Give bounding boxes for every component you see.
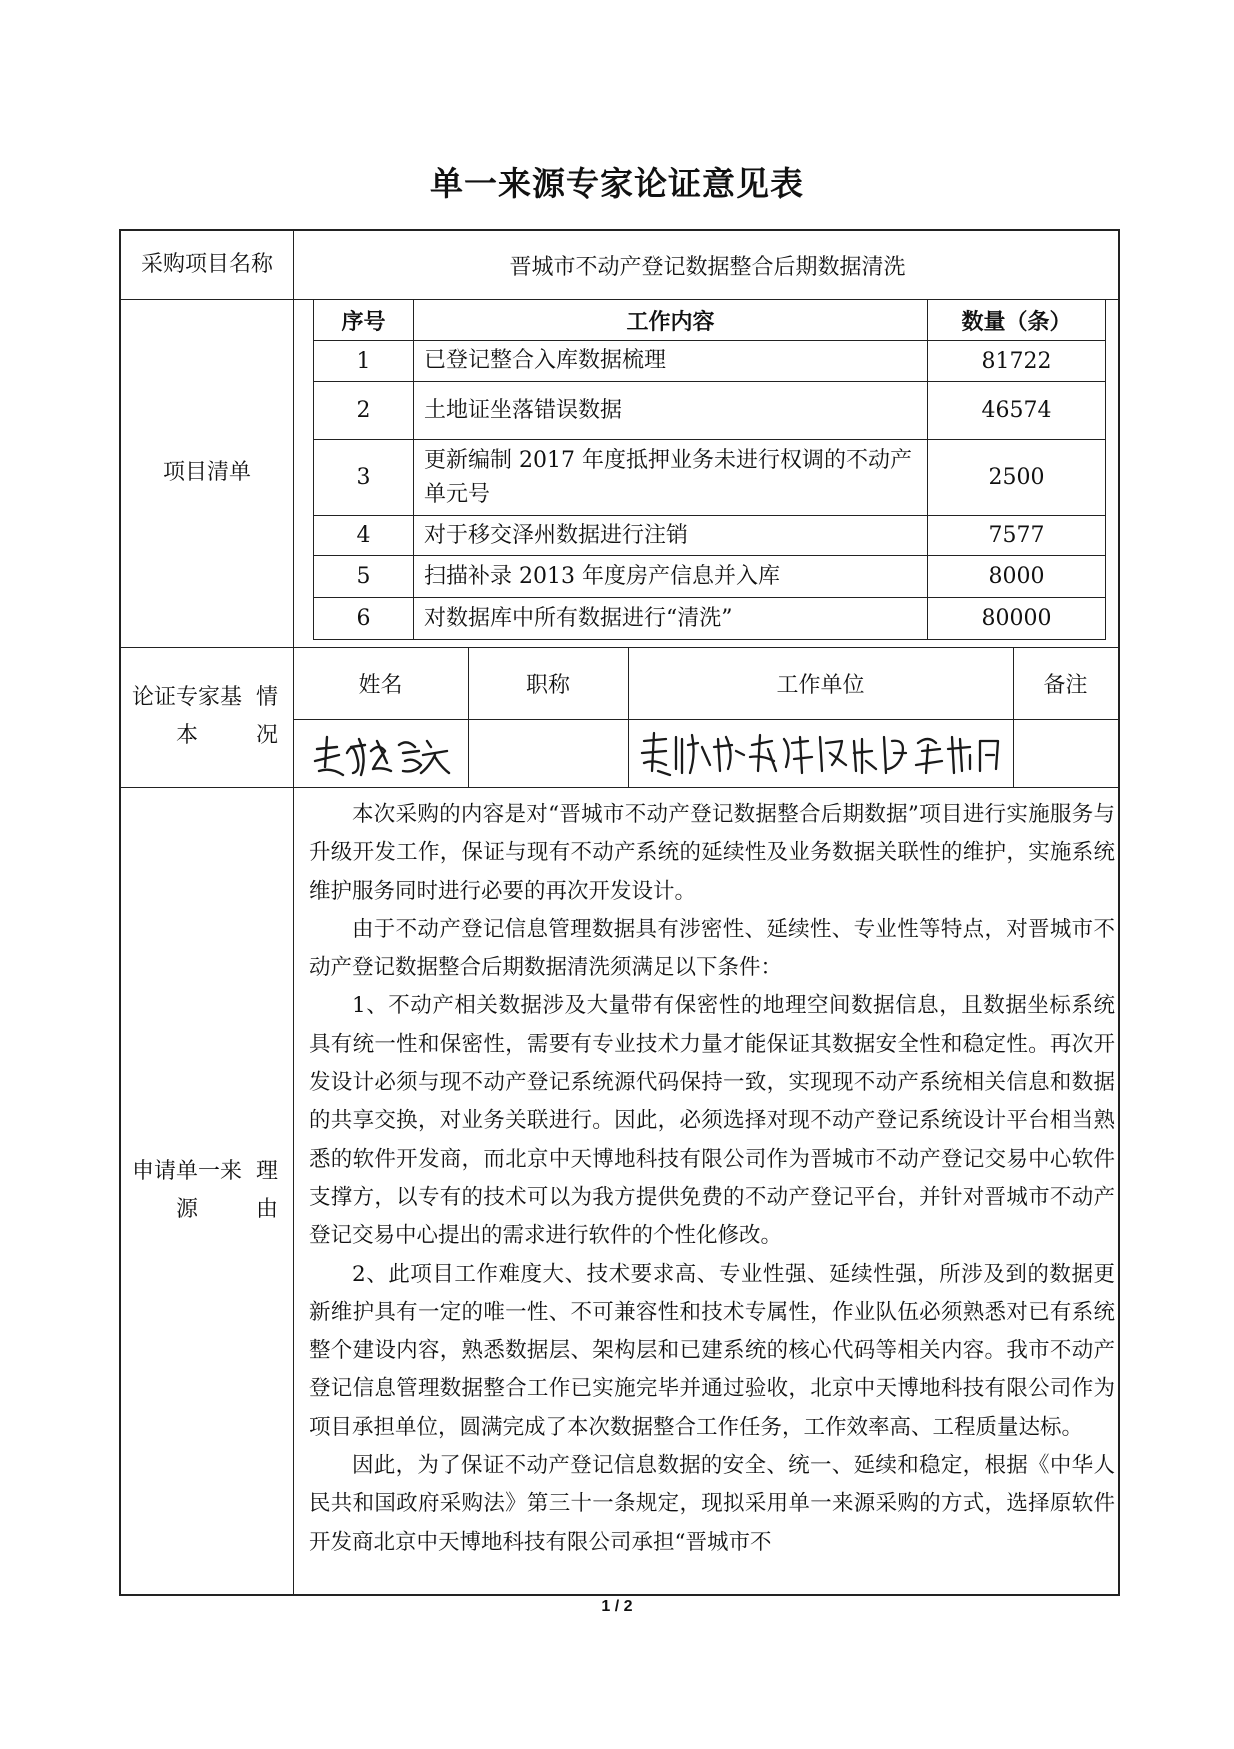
row-content: 土地证坐落错误数据	[414, 382, 928, 440]
expert-info-label-line2: 情况	[255, 685, 278, 748]
row-serial: 6	[314, 598, 414, 640]
row-quantity: 7577	[928, 516, 1106, 556]
header-serial: 序号	[314, 300, 414, 341]
row-serial: 1	[314, 341, 414, 382]
table-row	[314, 440, 1106, 516]
row-quantity: 2500	[928, 440, 1106, 516]
row-content: 扫描补录 2013 年度房产信息并入库	[414, 556, 928, 598]
reason-label-line1: 申请单一来源	[131, 1158, 242, 1222]
expert-grid	[293, 647, 1118, 787]
expert-header-remarks: 备注	[1043, 672, 1088, 698]
row-content: 已登记整合入库数据梳理	[414, 341, 928, 382]
header-content: 工作内容	[414, 300, 928, 341]
table-row	[314, 341, 1106, 382]
expert-workplace-signature	[633, 723, 1009, 785]
reason-text	[309, 796, 1115, 1562]
signature-workplace-graphic	[636, 725, 1006, 783]
form-table	[119, 229, 1120, 1596]
expert-info-label	[121, 647, 293, 787]
reason-paragraph-4: 2、此项目工作难度大、技术要求高、专业性强、延续性强，所涉及到的数据更新维护具有一定的唯一性、不可兼容性和技术专属性，作业队伍必须熟悉对已有系统整个建设内容，熟悉数据层、架构层和已建系统的核心代码等相关内容。我市不动产登记信息管理数据整合工作已实施完毕并通过验收，北京中天博地科技有限公司作为项目承担单位，圆满完成了本次数据整合工作任务，工作效率高、工程质量达标。	[309, 1261, 1115, 1440]
signature-name-graphic	[307, 727, 457, 781]
expert-info-label-line1: 论证专家基本	[131, 685, 242, 748]
row-quantity: 8000	[928, 556, 1106, 598]
table-row	[314, 598, 1106, 640]
item-list-label: 项目清单	[162, 460, 251, 485]
items-table	[313, 299, 1106, 640]
project-name-value: 晋城市不动产登记数据整合后期数据清洗	[509, 254, 906, 280]
reason-label	[121, 787, 293, 1594]
expert-header-workplace: 工作单位	[776, 672, 865, 698]
label-column-divider	[293, 231, 294, 1594]
page-number: 1 / 2	[601, 1598, 633, 1615]
header-quantity: 数量（条）	[928, 300, 1106, 341]
row-content: 对数据库中所有数据进行“清洗”	[414, 598, 928, 640]
row-content: 对于移交泽州数据进行注销	[414, 516, 928, 556]
reason-paragraph-3: 1、不动产相关数据涉及大量带有保密性的地理空间数据信息，且数据坐标系统具有统一性和保密性，需要有专业技术力量才能保证其数据安全性和稳定性。再次开发设计必须与现不动产登记系统源代码保持一致，实现现不动产系统相关信息和数据的共享交换，对业务关联进行。因此，必须选择对现不动产登记系统设计平台相当熟悉的软件开发商，而北京中天博地科技有限公司作为晋城市不动产登记交易中心软件支撑方，以专有的技术可以为我方提供免费的不动产登记平台，并针对晋城市不动产登记交易中心提出的需求进行软件的个性化修改。	[309, 993, 1115, 1249]
table-row	[314, 556, 1106, 598]
expert-header-title: 职称	[525, 672, 570, 698]
row-content: 更新编制 2017 年度抵押业务未进行权调的不动产单元号	[414, 440, 928, 516]
document-title: 单一来源专家论证意见表	[430, 164, 804, 203]
row-serial: 2	[314, 382, 414, 440]
row-serial: 5	[314, 556, 414, 598]
table-row	[314, 382, 1106, 440]
row-quantity: 81722	[928, 341, 1106, 382]
project-name-label: 采购项目名称	[140, 252, 273, 277]
expert-name-signature	[299, 725, 464, 783]
row-quantity: 80000	[928, 598, 1106, 640]
reason-paragraph-5: 因此，为了保证不动产登记信息数据的安全、统一、延续和稳定，根据《中华人民共和国政府采购法》第三十一条规定，现拟采用单一来源采购的方式，选择原软件开发商北京中天博地科技有限公司承担“晋城市不	[309, 1453, 1115, 1555]
table-row	[314, 516, 1106, 556]
items-header-row	[314, 300, 1106, 341]
row-serial: 3	[314, 440, 414, 516]
expert-header-name: 姓名	[358, 672, 403, 698]
reason-label-line2: 理由	[255, 1158, 278, 1222]
reason-paragraph-1: 本次采购的内容是对“晋城市不动产登记数据整合后期数据”项目进行实施服务与升级开发工作，保证与现有不动产系统的延续性及业务数据关联性的维护，实施系统维护服务同时进行必要的再次开发设计。	[309, 802, 1115, 904]
reason-paragraph-2: 由于不动产登记信息管理数据具有涉密性、延续性、专业性等特点，对晋城市不动产登记数据整合后期数据清洗须满足以下条件：	[309, 916, 1115, 981]
row-serial: 4	[314, 516, 414, 556]
row-quantity: 46574	[928, 382, 1106, 440]
expert-header-divider	[293, 719, 1118, 720]
